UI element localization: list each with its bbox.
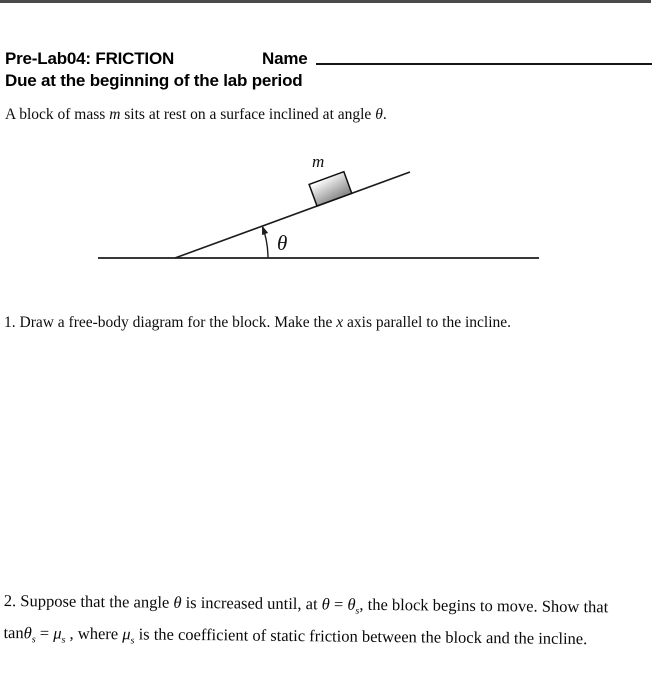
incline-diagram (0, 140, 657, 270)
subscript-s: s (31, 634, 36, 646)
scan-top-edge (0, 0, 651, 3)
tan-function: tan (3, 622, 24, 643)
question-1-text: 1. Draw a free-body diagram for the block. Make the (4, 314, 337, 331)
angle-symbol: θ (375, 106, 383, 123)
theta-symbol: θ (173, 592, 182, 612)
question-2-text: , the block begins to move. Show that (359, 594, 609, 617)
subscript-s: s (61, 634, 66, 646)
question-2-text: = (329, 594, 348, 614)
question-2 (3, 588, 608, 658)
angle-arc-arrowhead (262, 226, 268, 236)
mu-s-symbol: μ (53, 623, 62, 643)
question-2-text: is the coefficient of static friction between the block and the incline. (134, 624, 588, 649)
intro-text: sits at rest on a surface inclined at angle (120, 106, 376, 123)
intro-text: A block of mass (5, 106, 110, 123)
question-2-text: is increased until, at (181, 592, 322, 614)
mass-symbol: m (109, 106, 121, 123)
subscript-s: s (355, 605, 360, 617)
intro-sentence (5, 106, 387, 124)
question-2-line-2 (3, 620, 608, 658)
page-title: Pre-Lab04: FRICTION (5, 49, 175, 68)
theta-symbol: θ (321, 594, 330, 614)
mu-s-symbol: μ (122, 624, 131, 644)
incline-angle-label: θ (277, 231, 288, 255)
theta-s-symbol: θ (347, 594, 356, 614)
x-axis-symbol: x (336, 314, 344, 331)
equals-sign: = (35, 623, 54, 643)
question-1-text: axis parallel to the incline. (343, 314, 512, 331)
mass-block (309, 172, 352, 206)
name-blank-line (316, 63, 652, 65)
incline-line (175, 172, 410, 258)
due-note: Due at the beginning of the lab period (5, 71, 303, 90)
block-mass-label: m (312, 152, 325, 171)
name-label: Name (262, 49, 308, 68)
question-2-text: , where (65, 623, 123, 644)
intro-text: . (382, 106, 387, 123)
subscript-s: s (130, 635, 135, 647)
question-1 (4, 314, 511, 332)
question-2-text: 2. Suppose that the angle (3, 590, 174, 612)
theta-s-symbol: θ (23, 623, 32, 643)
